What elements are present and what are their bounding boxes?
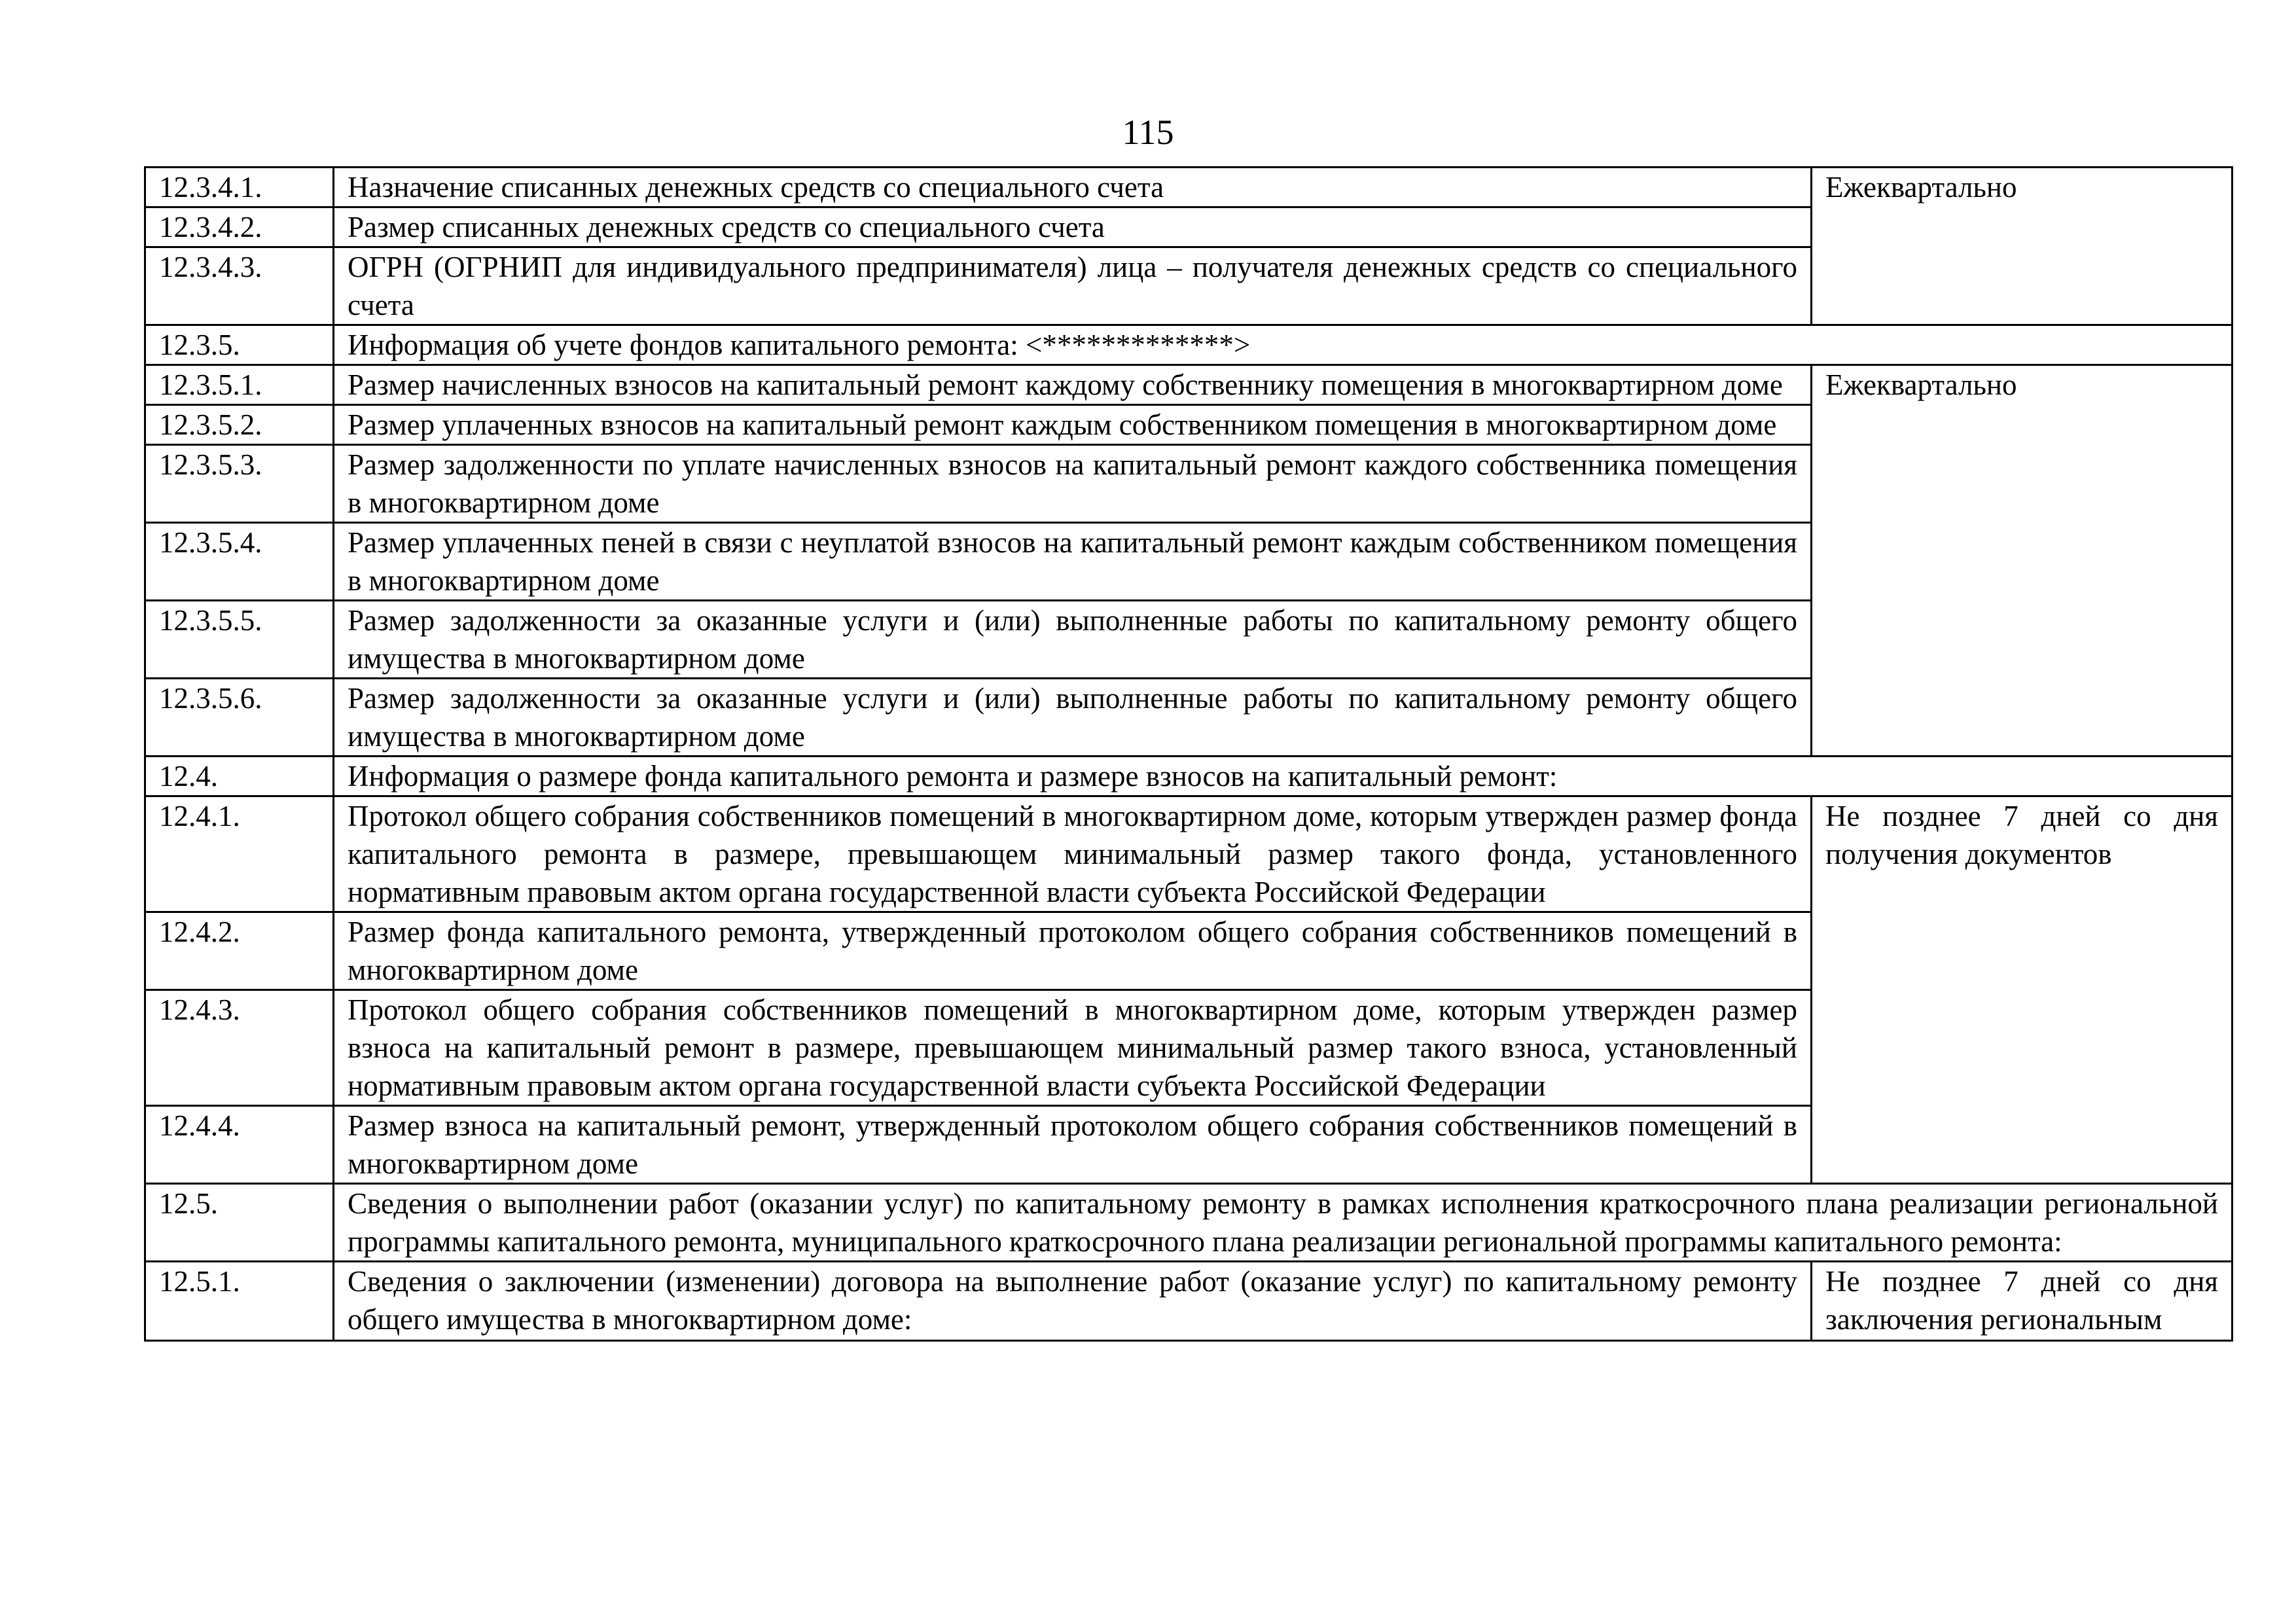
row-number: 12.3.5.5. — [145, 601, 334, 679]
section-heading: Сведения о выполнении работ (оказании услуг) по капитальному ремонту в рамках исполнения краткосрочного плана реализации региональной программы капитального ремонта, муниципального краткосрочного плана реализации региональной программы капитального ремонта: — [334, 1184, 2233, 1262]
row-number: 12.3.5.4. — [145, 523, 334, 601]
row-description: Размер фонда капитального ремонта, утвержденный протоколом общего собрания собственников помещений в многоквартирном доме — [334, 912, 1812, 990]
section-row — [145, 1184, 2233, 1262]
row-number: 12.3.4.3. — [145, 247, 334, 325]
row-number: 12.3.5.2. — [145, 405, 334, 445]
row-description: Протокол общего собрания собственников помещений в многоквартирном доме, которым утвержден размер взноса на капитальный ремонт в размере, превышающем минимальный размер такого взноса, установленный нормативным правовым актом органа государственной власти субъекта Российской Федерации — [334, 990, 1812, 1106]
row-number: 12.4.4. — [145, 1106, 334, 1184]
row-number: 12.3.5.3. — [145, 445, 334, 523]
row-description: Размер начисленных взносов на капитальный ремонт каждому собственнику помещения в многоквартирном доме — [334, 365, 1812, 405]
row-number: 12.3.5.1. — [145, 365, 334, 405]
row-number: 12.5. — [145, 1184, 334, 1262]
row-period: Не позднее 7 дней со дня получения документов — [1812, 796, 2233, 1184]
section-row — [145, 325, 2233, 365]
row-period: Ежеквартально — [1812, 365, 2233, 757]
row-number: 12.3.5.6. — [145, 679, 334, 757]
table-row — [145, 796, 2233, 912]
row-description: Сведения о заключении (изменении) договора на выполнение работ (оказание услуг) по капитальному ремонту общего имущества в многоквартирном доме: — [334, 1262, 1812, 1341]
row-description: Размер задолженности по уплате начисленных взносов на капитальный ремонт каждого собственника помещения в многоквартирном доме — [334, 445, 1812, 523]
row-description: Протокол общего собрания собственников помещений в многоквартирном доме, которым утвержден размер фонда капитального ремонта в размере, превышающем минимальный размер такого фонда, установленного нормативным правовым актом органа государственной власти субъекта Российской Федерации — [334, 796, 1812, 912]
row-description: Размер задолженности за оказанные услуги и (или) выполненные работы по капитальному ремонту общего имущества в многоквартирном доме — [334, 679, 1812, 757]
row-number: 12.3.5. — [145, 325, 334, 365]
row-description: Размер уплаченных взносов на капитальный ремонт каждым собственником помещения в многоквартирном доме — [334, 405, 1812, 445]
requirements-table — [144, 166, 2233, 1342]
page-number: 115 — [1122, 113, 1174, 152]
row-number: 12.4. — [145, 757, 334, 796]
row-number: 12.4.3. — [145, 990, 334, 1106]
row-description: ОГРН (ОГРНИП для индивидуального предпринимателя) лица – получателя денежных средств со специального счета — [334, 247, 1812, 325]
row-description: Размер уплаченных пеней в связи с неуплатой взносов на капитальный ремонт каждым собственником помещения в многоквартирном доме — [334, 523, 1812, 601]
row-description: Размер задолженности за оказанные услуги и (или) выполненные работы по капитальному ремонту общего имущества в многоквартирном доме — [334, 601, 1812, 679]
row-description: Размер списанных денежных средств со специального счета — [334, 207, 1812, 247]
row-description: Размер взноса на капитальный ремонт, утвержденный протоколом общего собрания собственников помещений в многоквартирном доме — [334, 1106, 1812, 1184]
row-period: Не позднее 7 дней со дня заключения региональным — [1812, 1262, 2233, 1341]
section-row — [145, 757, 2233, 796]
section-heading: Информация о размере фонда капитального ремонта и размере взносов на капитальный ремонт: — [334, 757, 2233, 796]
table-row — [145, 1262, 2233, 1341]
row-number: 12.4.1. — [145, 796, 334, 912]
row-period: Ежеквартально — [1812, 168, 2233, 325]
section-heading: Информация об учете фондов капитального ремонта: <*************> — [334, 325, 2233, 365]
table-row — [145, 365, 2233, 405]
row-description: Назначение списанных денежных средств со специального счета — [334, 168, 1812, 207]
row-number: 12.4.2. — [145, 912, 334, 990]
table-row — [145, 168, 2233, 207]
row-number: 12.3.4.2. — [145, 207, 334, 247]
row-number: 12.5.1. — [145, 1262, 334, 1341]
row-number: 12.3.4.1. — [145, 168, 334, 207]
